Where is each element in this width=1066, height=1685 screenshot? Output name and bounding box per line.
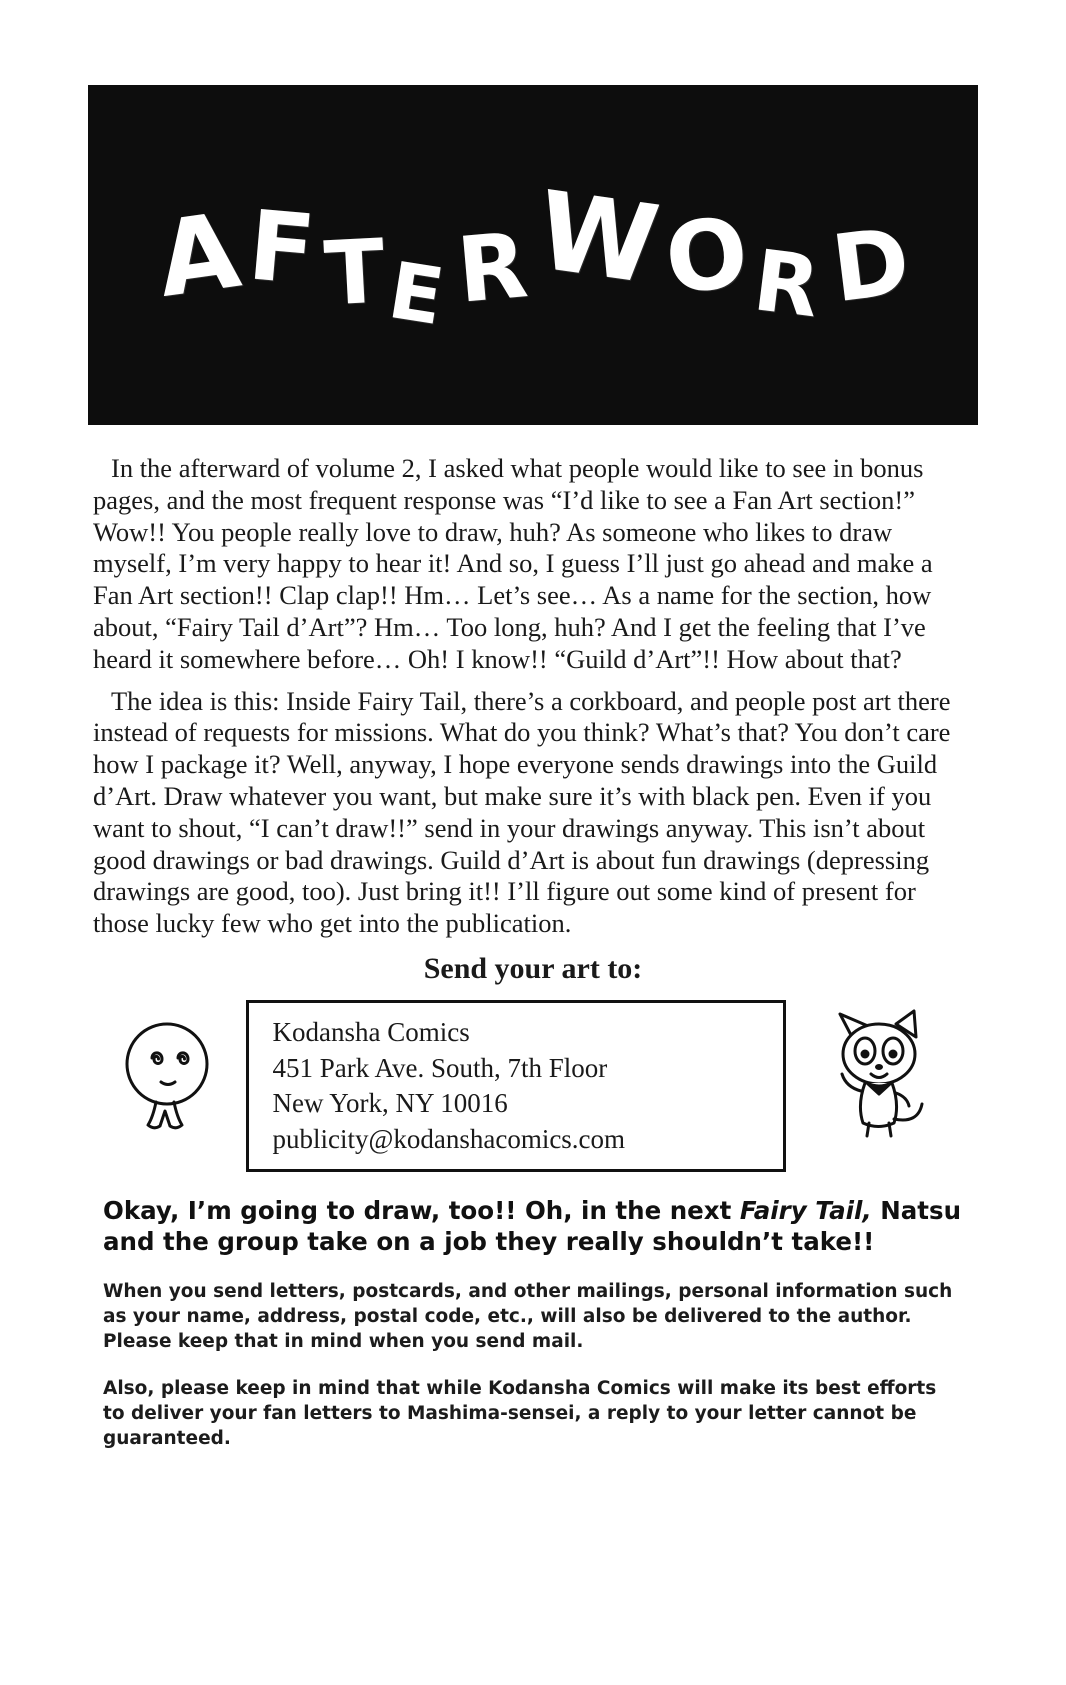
title-letter: R: [748, 231, 825, 337]
author-note-title-italic: Fairy Tail,: [739, 1196, 872, 1226]
paragraph-1: In the afterward of volume 2, I asked what people would like to see in bonus pages, and the most frequent response was “I’d like to see a Fan Art section!” Wow!! You people really love to draw, huh? As someone who likes to draw myself, I’m very happy to hear it! And so, I guess I’ll just go ahead and make a Fan Art section!! Clap clap!! Hm… Let’s see… As a name for the section, how about, “Fairy Tail d’Art”? Hm… Too long, huh? And I get the feeling that I’ve heard it somewhere before… Oh! I know!! “Guild d’Art”!! How about that?: [93, 453, 933, 674]
address-line-company: Kodansha Comics: [272, 1016, 470, 1047]
title-letter: W: [530, 168, 667, 309]
address-row: [53, 1000, 1013, 1173]
afterword-body: [93, 453, 973, 940]
afterword-page: [0, 85, 1066, 1685]
title-letter: O: [659, 196, 753, 316]
send-art-heading: Send your art to:: [423, 951, 643, 985]
address-line-city: New York, NY 10016: [272, 1088, 508, 1119]
title-letter: D: [826, 207, 916, 324]
afterword-banner: [88, 85, 978, 425]
address-box: [246, 1000, 786, 1173]
title-letter: R: [453, 213, 532, 324]
page-title: [149, 168, 916, 344]
mashima-doodle-icon: [122, 1016, 212, 1156]
title-letter: A: [149, 188, 247, 322]
address-line-street: 451 Park Ave. South, 7th Floor: [272, 1052, 608, 1083]
happy-cat-icon: [820, 1009, 945, 1164]
title-letter: E: [382, 246, 450, 344]
delivery-disclaimer: Also, please keep in mind that while Kodansha Comics will make its best efforts to deliver your fan letters to Mashima-sensei, a reply to your letter cannot be guaranteed.: [103, 1377, 937, 1449]
privacy-disclaimer: When you send letters, postcards, and other mailings, personal information such as your name, address, postal code, etc., will also be delivered to the author. Please keep that in mind when you send mail.: [103, 1280, 953, 1352]
author-note: [103, 1196, 963, 1257]
title-letter: F: [244, 189, 320, 307]
title-letter: T: [321, 219, 388, 326]
address-line-email: publicity@kodanshacomics.com: [272, 1123, 626, 1154]
author-note-part1: Okay, I’m going to draw, too!! Oh, in the next: [103, 1196, 740, 1226]
author-note-part2: Natsu and the group take on a job they really shouldn’t take!!: [103, 1196, 962, 1257]
paragraph-2: The idea is this: Inside Fairy Tail, there’s a corkboard, and people post art there instead of requests for missions. What do you think? What’s that? You don’t care how I package it? Well, anyway, I hope everyone sends drawings into the Guild d’Art. Draw whatever you want, but make sure it’s with black pen. Even if you want to shout, “I can’t draw!!” send in your drawings anyway. This isn’t about good drawings or bad drawings. Guild d’Art is about fun drawings (depressing drawings are good, too). Just bring it!! I’ll figure out some kind of present for those lucky few who get into the publication.: [93, 685, 951, 939]
